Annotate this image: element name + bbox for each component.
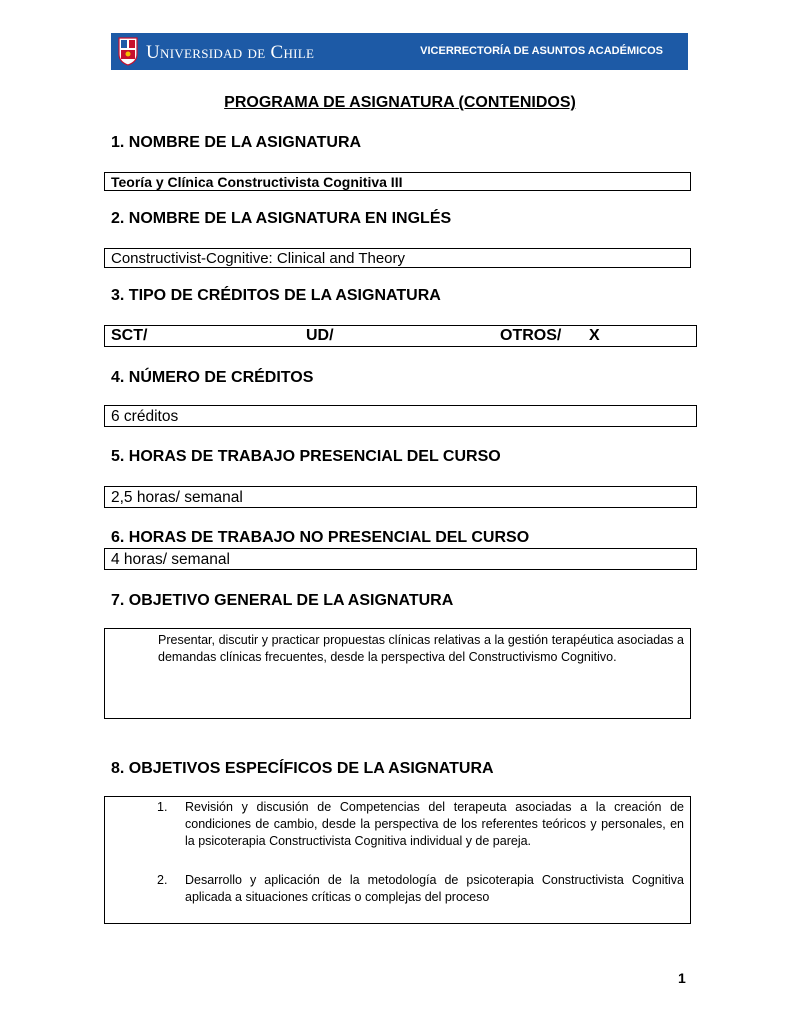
section-1-heading: 1. NOMBRE DE LA ASIGNATURA (111, 134, 362, 151)
objective-item-text: Revisión y discusión de Competencias del terapeuta asociadas a la creación de condiciones de cambio, desde la perspectiva de los referentes teóricos y personales, en la psicoterapia Constructivista Cognitiva individual y de pareja. (185, 800, 684, 848)
objective-item-1 (157, 799, 684, 850)
objective-item-text: Desarrollo y aplicación de la metodología de psicoterapia Constructivista Cognitiva aplicada a situaciones críticas o complejas del proceso (185, 873, 684, 904)
section-7-heading: 7. OBJETIVO GENERAL DE LA ASIGNATURA (111, 592, 454, 609)
credit-otros: OTROS/ (500, 327, 562, 344)
university-name: Universidad de Chile (146, 42, 315, 63)
presential-hours-value: 2,5 horas/ semanal (111, 489, 243, 506)
credit-sct: SCT/ (111, 327, 148, 344)
page-title: PROGRAMA DE ASIGNATURA (CONTENIDOS) (224, 94, 576, 111)
general-objective-text: Presentar, discutir y practicar propuestas clínicas relativas a la gestión terapéutica asociadas a demandas clínicas frecuentes, desde la perspectiva del Constructivismo Cognitivo. (158, 633, 684, 664)
english-name-value: Constructivist-Cognitive: Clinical and Theory (111, 250, 406, 267)
section-6-heading: 6. HORAS DE TRABAJO NO PRESENCIAL DEL CURSO (111, 529, 530, 546)
non-presential-hours-value: 4 horas/ semanal (111, 551, 230, 568)
objective-item-number: 1. (157, 800, 168, 814)
credit-ud: UD/ (306, 327, 334, 344)
office-name: VICERRECTORÍA DE ASUNTOS ACADÉMICOS (420, 45, 663, 57)
objective-item-2 (157, 872, 684, 906)
general-objective-box (104, 628, 691, 719)
credits-number-box (104, 405, 697, 427)
section-2-heading: 2. NOMBRE DE LA ASIGNATURA EN INGLÉS (111, 210, 452, 227)
subject-name-box (104, 172, 691, 191)
university-crest-icon (118, 37, 138, 66)
credits-number-value: 6 créditos (111, 408, 179, 425)
section-4-heading: 4. NÚMERO DE CRÉDITOS (111, 369, 314, 386)
section-3-heading: 3. TIPO DE CRÉDITOS DE LA ASIGNATURA (111, 287, 441, 304)
objective-item-number: 2. (157, 873, 168, 887)
non-presential-hours-box (104, 548, 697, 570)
credit-type-box (104, 325, 697, 347)
page-number: 1 (678, 970, 686, 986)
english-name-box (104, 248, 691, 268)
section-8-heading: 8. OBJETIVOS ESPECÍFICOS DE LA ASIGNATURA (111, 760, 494, 777)
credit-mark: X (589, 327, 600, 344)
section-5-heading: 5. HORAS DE TRABAJO PRESENCIAL DEL CURSO (111, 448, 501, 465)
specific-objectives-box (104, 796, 691, 924)
header-banner (111, 33, 688, 70)
subject-name-value: Teoría y Clínica Constructivista Cognitiva III (111, 174, 403, 190)
presential-hours-box (104, 486, 697, 508)
